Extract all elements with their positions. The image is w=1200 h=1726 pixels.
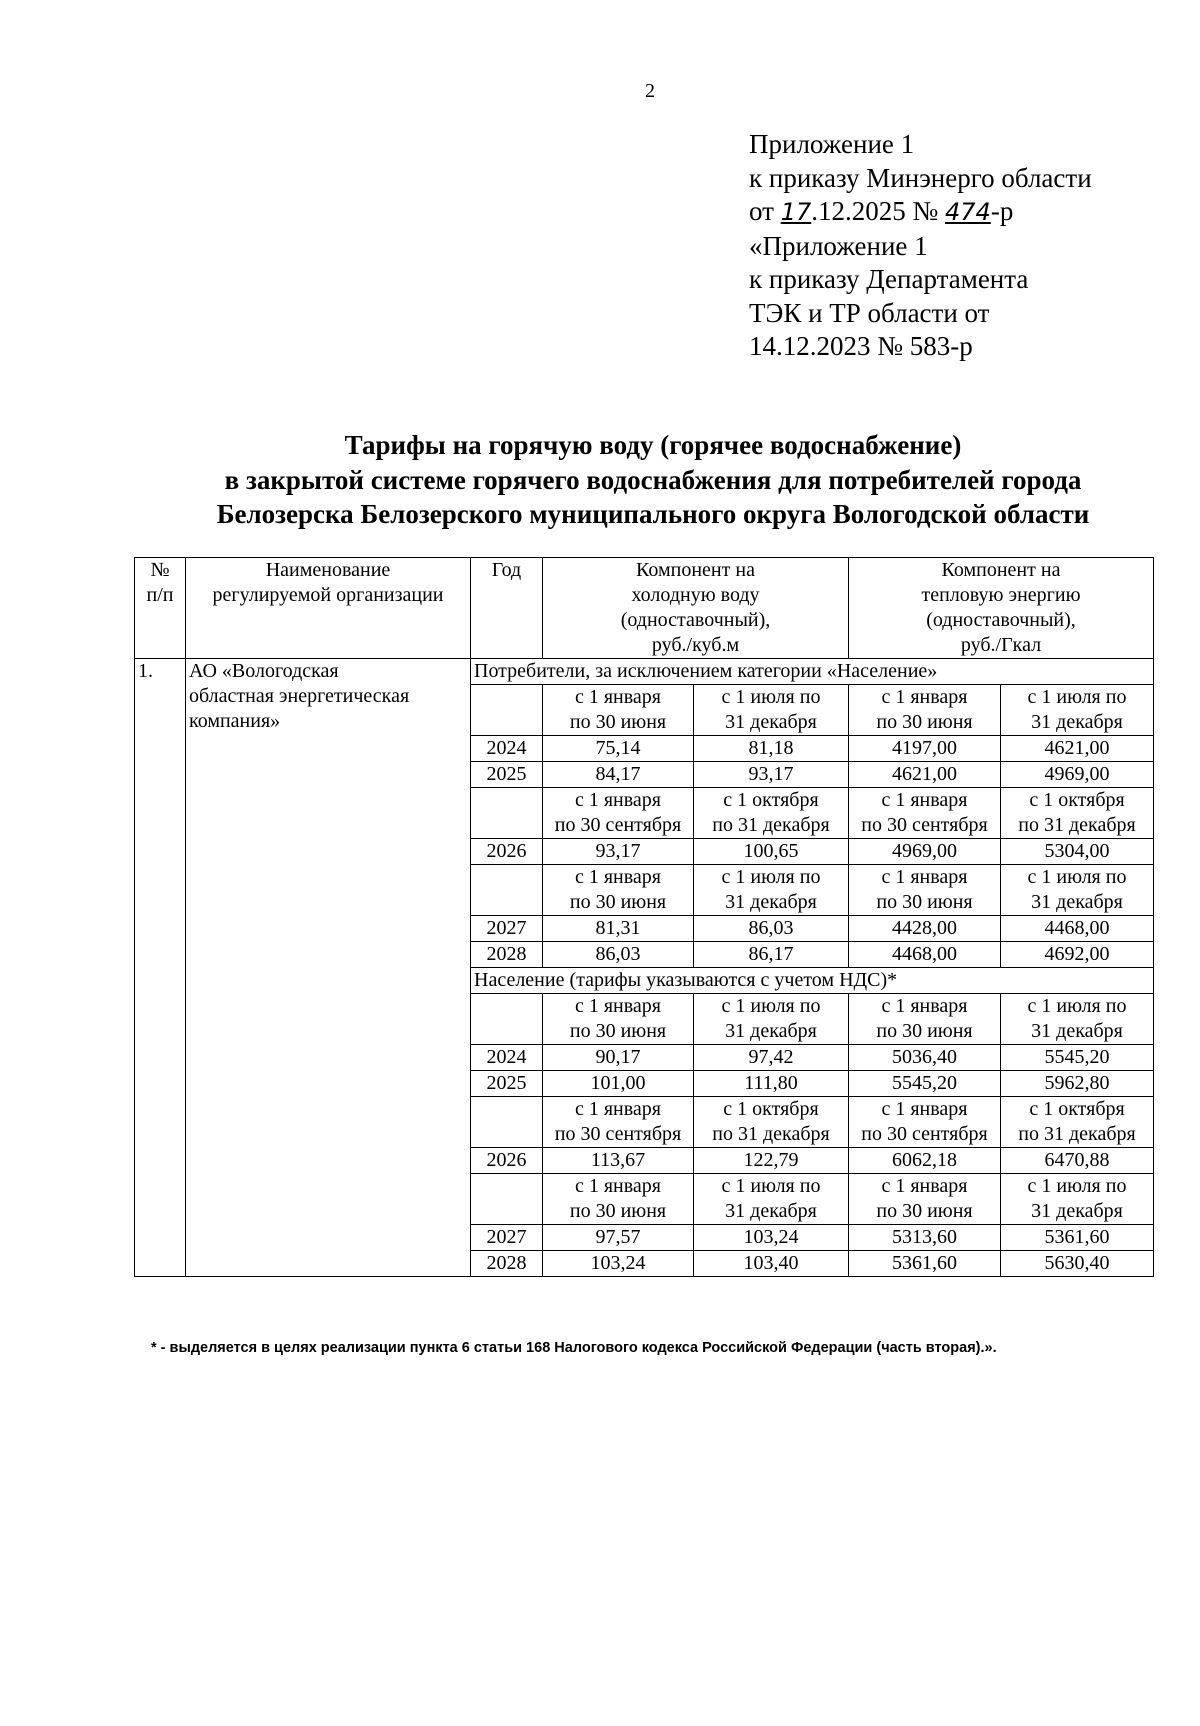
period-text: по 31 декабря	[1018, 814, 1136, 836]
value-cell: 4197,00	[849, 736, 1001, 762]
value-cell: 4468,00	[1001, 916, 1154, 942]
period-cell	[543, 685, 694, 736]
period-cell	[543, 1097, 694, 1148]
value-cell: 93,17	[694, 762, 849, 788]
value-cell: 113,67	[543, 1148, 694, 1174]
year-cell: 2026	[471, 1148, 543, 1174]
period-text: с 1 июля по	[1027, 686, 1127, 708]
period-text: 31 декабря	[1031, 1200, 1123, 1222]
header-text: тепловую энергию	[921, 584, 1081, 606]
value-cell: 5361,60	[849, 1251, 1001, 1277]
order-prefix: от	[749, 196, 774, 226]
title-line: Белозерска Белозерского муниципального округа Вологодской области	[216, 499, 1090, 529]
period-text: по 30 июня	[876, 1020, 973, 1042]
page-number: 2	[645, 80, 655, 102]
period-cell	[1001, 1097, 1154, 1148]
header-text: (одноставочный),	[926, 609, 1076, 631]
value-cell: 5036,40	[849, 1045, 1001, 1071]
org-name-line: областная энергетическая	[189, 685, 410, 707]
period-text: по 31 декабря	[712, 814, 830, 836]
header-text: руб./куб.м	[651, 634, 740, 656]
value-cell: 4621,00	[1001, 736, 1154, 762]
period-cell	[694, 994, 849, 1045]
period-text: по 30 июня	[569, 711, 667, 733]
period-text: по 30 сентября	[554, 1123, 682, 1145]
period-text: 31 декабря	[725, 891, 817, 913]
header-year: Год	[471, 558, 543, 659]
year-cell: 2028	[471, 1251, 543, 1277]
value-cell: 101,00	[543, 1071, 694, 1097]
period-cell	[543, 1174, 694, 1225]
value-cell: 75,14	[543, 736, 694, 762]
period-text: с 1 января	[881, 686, 968, 708]
period-text: с 1 января	[574, 1098, 662, 1120]
period-text: 31 декабря	[1031, 711, 1123, 733]
period-text: с 1 октября	[1029, 1098, 1125, 1120]
header-text: Компонент на	[636, 559, 755, 581]
period-text: с 1 июля по	[1027, 1175, 1127, 1197]
header-cold-water	[543, 558, 849, 659]
header-org	[186, 558, 471, 659]
value-cell: 81,18	[694, 736, 849, 762]
year-cell: 2025	[471, 762, 543, 788]
period-text: по 30 сентября	[861, 814, 988, 836]
value-cell: 4468,00	[849, 942, 1001, 968]
value-cell: 103,24	[543, 1251, 694, 1277]
value-cell: 97,42	[694, 1045, 849, 1071]
period-text: с 1 июля по	[721, 686, 821, 708]
value-cell: 4692,00	[1001, 942, 1154, 968]
value-cell: 4969,00	[849, 839, 1001, 865]
period-text: по 30 сентября	[861, 1123, 988, 1145]
period-cell	[1001, 788, 1154, 839]
header-text: руб./Гкал	[960, 634, 1042, 656]
section-label: Население (тарифы указываются с учетом НДС)*	[471, 968, 1154, 994]
order-suffix: -р	[990, 196, 1014, 226]
period-cell	[543, 994, 694, 1045]
value-cell: 111,80	[694, 1071, 849, 1097]
value-cell: 97,57	[543, 1225, 694, 1251]
period-text: по 30 июня	[876, 711, 973, 733]
value-cell: 84,17	[543, 762, 694, 788]
year-empty	[471, 788, 543, 839]
appendix-order-line	[749, 195, 1092, 230]
period-text: по 31 декабря	[1018, 1123, 1136, 1145]
value-cell: 5304,00	[1001, 839, 1154, 865]
period-text: по 30 июня	[569, 1020, 667, 1042]
value-cell: 6062,18	[849, 1148, 1001, 1174]
period-cell	[849, 1097, 1001, 1148]
appendix-line: 14.12.2023 № 583-р	[749, 331, 973, 361]
row-number: 1.	[135, 659, 186, 1277]
period-text: с 1 июля по	[1027, 995, 1127, 1017]
header-text: №	[150, 559, 170, 581]
order-date-mid: .12.2025 №	[811, 196, 939, 226]
order-number-handwritten: 474	[945, 198, 991, 226]
period-text: с 1 января	[881, 789, 968, 811]
header-text: регулируемой организации	[212, 584, 444, 606]
year-empty	[471, 994, 543, 1045]
period-cell	[1001, 865, 1154, 916]
value-cell: 5545,20	[1001, 1045, 1154, 1071]
organization-name	[186, 659, 471, 1277]
year-empty	[471, 1097, 543, 1148]
value-cell: 103,40	[694, 1251, 849, 1277]
value-cell: 4428,00	[849, 916, 1001, 942]
period-text: по 30 июня	[876, 891, 973, 913]
appendix-line: «Приложение 1	[749, 230, 928, 261]
year-cell: 2024	[471, 736, 543, 762]
header-text: Компонент на	[941, 559, 1061, 581]
period-text: по 30 июня	[569, 1200, 667, 1222]
value-cell: 86,03	[543, 942, 694, 968]
tariff-table	[134, 557, 1154, 1277]
period-cell	[694, 865, 849, 916]
period-cell	[694, 685, 849, 736]
header-text: п/п	[146, 584, 174, 606]
period-cell	[1001, 1174, 1154, 1225]
value-cell: 86,17	[694, 942, 849, 968]
period-text: с 1 января	[881, 866, 968, 888]
period-text: с 1 октября	[723, 789, 819, 811]
value-cell: 93,17	[543, 839, 694, 865]
title-line: в закрытой системе горячего водоснабжения для потребителей города	[224, 464, 1082, 495]
year-empty	[471, 685, 543, 736]
value-cell: 5962,80	[1001, 1071, 1154, 1097]
year-cell: 2025	[471, 1071, 543, 1097]
period-text: с 1 июля по	[721, 1175, 821, 1197]
section-row	[135, 659, 1154, 685]
value-cell: 103,24	[694, 1225, 849, 1251]
period-cell	[849, 865, 1001, 916]
value-cell: 100,65	[694, 839, 849, 865]
period-text: 31 декабря	[1031, 891, 1123, 913]
period-text: с 1 января	[574, 866, 662, 888]
period-cell	[1001, 685, 1154, 736]
period-text: с 1 января	[881, 995, 968, 1017]
period-text: 31 декабря	[1031, 1020, 1123, 1042]
period-cell	[543, 788, 694, 839]
year-empty	[471, 1174, 543, 1225]
appendix-block	[749, 128, 1092, 364]
year-cell: 2027	[471, 1225, 543, 1251]
period-text: с 1 января	[574, 995, 662, 1017]
header-text: Наименование	[265, 559, 391, 581]
order-day-handwritten: 17	[780, 198, 812, 226]
period-text: по 30 июня	[876, 1200, 973, 1222]
value-cell: 122,79	[694, 1148, 849, 1174]
header-text: холодную воду	[631, 584, 760, 606]
header-text: (одноставочный),	[620, 609, 771, 631]
org-name-line: АО «Вологодская	[189, 660, 339, 682]
period-cell	[1001, 994, 1154, 1045]
title-line: Тарифы на горячую воду (горячее водоснабжение)	[344, 430, 962, 460]
period-text: с 1 июля по	[1027, 866, 1127, 888]
period-text: по 30 сентября	[554, 814, 682, 836]
period-text: с 1 июля по	[721, 866, 821, 888]
period-text: с 1 октября	[1029, 789, 1125, 811]
period-text: 31 декабря	[725, 1020, 817, 1042]
year-cell: 2026	[471, 839, 543, 865]
value-cell: 81,31	[543, 916, 694, 942]
period-cell	[849, 994, 1001, 1045]
value-cell: 5545,20	[849, 1071, 1001, 1097]
appendix-line: Приложение 1	[749, 129, 915, 159]
appendix-line: к приказу Департамента	[749, 264, 1029, 294]
period-text: с 1 октября	[723, 1098, 819, 1120]
period-cell	[849, 788, 1001, 839]
period-text: с 1 июля по	[721, 995, 821, 1017]
period-text: с 1 января	[574, 789, 662, 811]
year-cell: 2028	[471, 942, 543, 968]
period-cell	[849, 685, 1001, 736]
appendix-line: ТЭК и ТР области от	[749, 297, 990, 328]
period-cell	[543, 865, 694, 916]
period-text: 31 декабря	[725, 711, 817, 733]
appendix-line: к приказу Минэнерго области	[749, 162, 1092, 193]
document-title	[0, 428, 1200, 532]
section-label: Потребители, за исключением категории «Население»	[471, 659, 1154, 685]
period-text: с 1 января	[881, 1098, 968, 1120]
header-heat-energy	[849, 558, 1154, 659]
value-cell: 5313,60	[849, 1225, 1001, 1251]
footnote: * - выделяется в целях реализации пункта 6 статьи 168 Налогового кодекса Российской Федерации (часть вторая).».	[151, 1340, 997, 1356]
year-empty	[471, 865, 543, 916]
period-text: с 1 января	[574, 686, 662, 708]
period-cell	[694, 788, 849, 839]
period-cell	[694, 1097, 849, 1148]
period-text: с 1 января	[574, 1175, 662, 1197]
header-num	[135, 558, 186, 659]
value-cell: 4969,00	[1001, 762, 1154, 788]
value-cell: 5361,60	[1001, 1225, 1154, 1251]
year-cell: 2024	[471, 1045, 543, 1071]
period-cell	[694, 1174, 849, 1225]
period-text: с 1 января	[881, 1175, 968, 1197]
year-cell: 2027	[471, 916, 543, 942]
value-cell: 6470,88	[1001, 1148, 1154, 1174]
value-cell: 86,03	[694, 916, 849, 942]
period-text: 31 декабря	[725, 1200, 817, 1222]
value-cell: 90,17	[543, 1045, 694, 1071]
org-name-line: компания»	[189, 710, 281, 732]
period-text: по 31 декабря	[712, 1123, 830, 1145]
period-text: по 30 июня	[569, 891, 667, 913]
table-header-row	[135, 558, 1154, 659]
value-cell: 4621,00	[849, 762, 1001, 788]
period-cell	[849, 1174, 1001, 1225]
value-cell: 5630,40	[1001, 1251, 1154, 1277]
